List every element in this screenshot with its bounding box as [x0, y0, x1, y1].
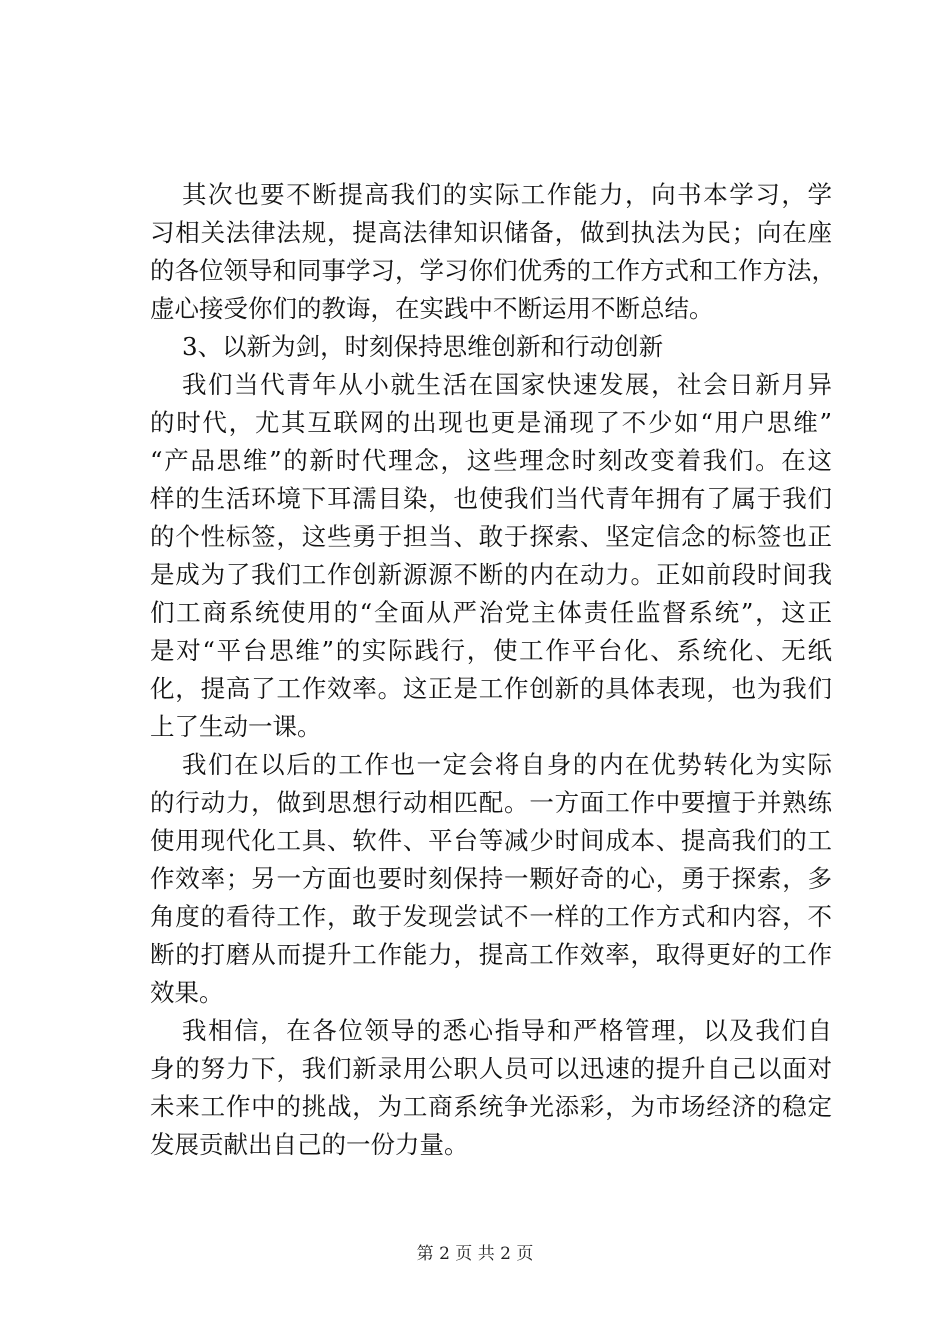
text-line: 习相关法律法规，提高法律知识储备，做到执法为民；向在座 — [150, 218, 832, 247]
text-line: 是成为了我们工作创新源源不断的内在动力。正如前段时间我 — [150, 560, 832, 589]
text-line: “产品思维”的新时代理念，这些理念时刻改变着我们。在这 — [150, 446, 832, 475]
paragraph — [150, 1012, 832, 1164]
text-line: 作效率；另一方面也要时刻保持一颗好奇的心，勇于探索，多 — [150, 864, 832, 893]
text-line: 我相信，在各位领导的悉心指导和严格管理，以及我们自 — [182, 1016, 832, 1045]
text-line: 的行动力，做到思想行动相匹配。一方面工作中要擅于并熟练 — [150, 788, 832, 817]
text-line: 我们在以后的工作也一定会将自身的内在优势转化为实际 — [182, 750, 832, 779]
text-line: 上了生动一课。 — [150, 712, 322, 741]
text-line: 是对“平台思维”的实际践行，使工作平台化、系统化、无纸 — [150, 636, 832, 665]
text-line: 断的打磨从而提升工作能力，提高工作效率，取得更好的工作 — [150, 940, 832, 969]
text-line: 化，提高了工作效率。这正是工作创新的具体表现，也为我们 — [150, 674, 832, 703]
document-body — [150, 176, 836, 1164]
page-footer: 第 2 页 共 2 页 — [416, 1244, 534, 1264]
text-line: 使用现代化工具、软件、平台等减少时间成本、提高我们的工 — [150, 826, 832, 855]
text-line: 未来工作中的挑战，为工商系统争光添彩，为市场经济的稳定 — [150, 1092, 832, 1121]
text-line: 发展贡献出自己的一份力量。 — [150, 1130, 469, 1159]
text-line: 的个性标签，这些勇于担当、敢于探索、坚定信念的标签也正 — [150, 522, 832, 551]
text-line: 效果。 — [150, 978, 224, 1007]
text-line: 样的生活环境下耳濡目染，也使我们当代青年拥有了属于我们 — [150, 484, 832, 513]
text-line: 的时代，尤其互联网的出现也更是涌现了不少如“用户思维” — [150, 408, 832, 437]
text-line: 的各位领导和同事学习，学习你们优秀的工作方式和工作方法， — [150, 256, 836, 285]
text-line: 角度的看待工作，敢于发现尝试不一样的工作方式和内容，不 — [150, 902, 832, 931]
section-heading — [150, 328, 832, 366]
text-line: 们工商系统使用的“全面从严治党主体责任监督系统”，这正 — [150, 598, 832, 627]
text-line: 其次也要不断提高我们的实际工作能力，向书本学习，学 — [182, 180, 832, 209]
paragraph — [150, 746, 832, 1012]
text-line: 我们当代青年从小就生活在国家快速发展，社会日新月异 — [182, 370, 832, 399]
section-heading-text: 3、以新为剑，时刻保持思维创新和行动创新 — [182, 332, 664, 361]
paragraph — [150, 176, 836, 328]
text-line: 虚心接受你们的教诲，在实践中不断运用不断总结。 — [150, 294, 714, 323]
text-line: 身的努力下，我们新录用公职人员可以迅速的提升自己以面对 — [150, 1054, 832, 1083]
paragraph — [150, 366, 832, 746]
